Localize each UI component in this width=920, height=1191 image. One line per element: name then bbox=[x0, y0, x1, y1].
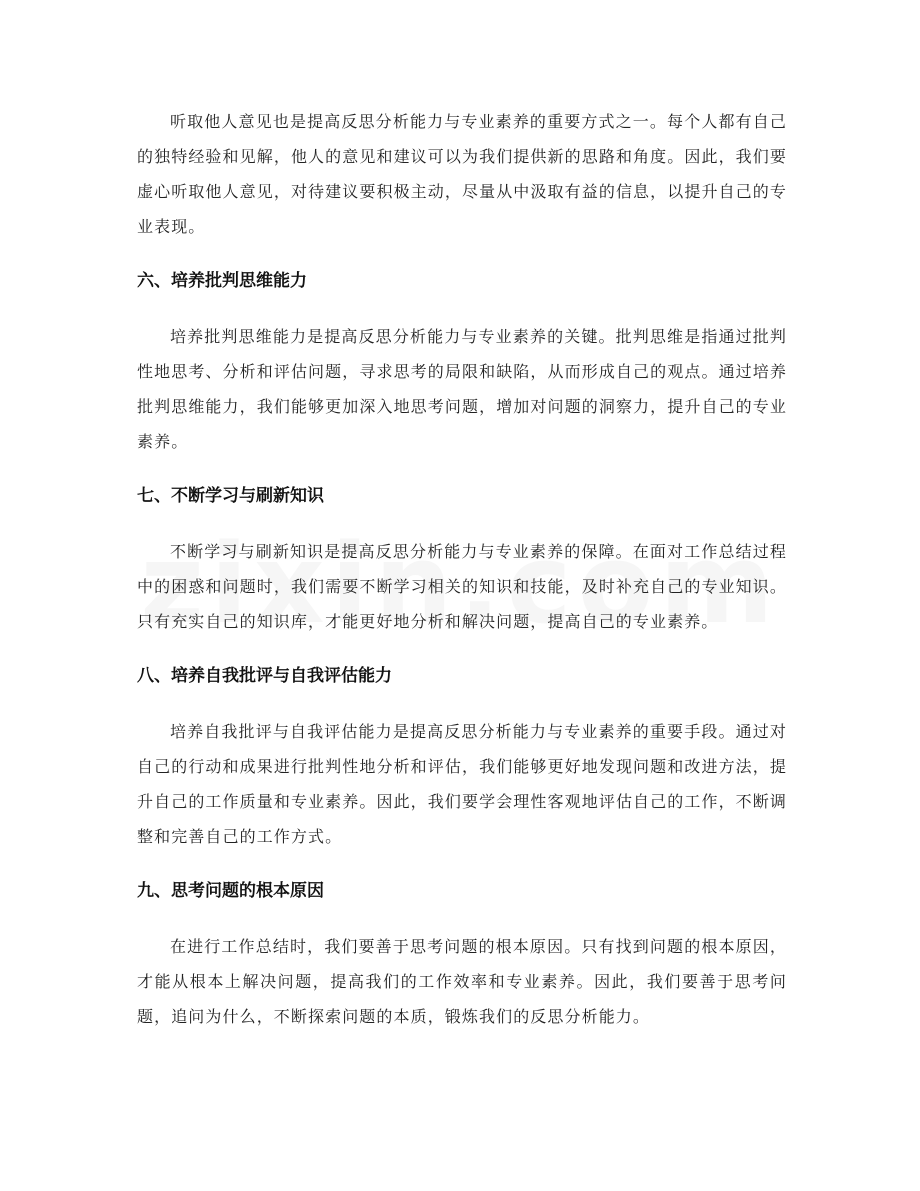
intro-paragraph: 听取他人意见也是提高反思分析能力与专业素养的重要方式之一。每个人都有自己的独特经验和见解，他人的意见和建议可以为我们提供新的思路和角度。因此，我们要虚心听取他人意见，对待建议要积极主动，尽量从中汲取有益的信息，以提升自己的专业表现。 bbox=[137, 112, 787, 236]
section-9-heading: 九、思考问题的根本原因 bbox=[137, 881, 324, 901]
section-8-heading: 八、培养自我批评与自我评估能力 bbox=[137, 666, 392, 686]
section-8-paragraph: 培养自我批评与自我评估能力是提高反思分析能力与专业素养的重要手段。通过对自己的行动和成果进行批判性地分析和评估，我们能够更好地发现问题和改进方法，提升自己的工作质量和专业素养。因此，我们要学会理性客观地评估自己的工作，不断调整和完善自己的工作方式。 bbox=[137, 722, 787, 846]
section-6-heading: 六、培养批判思维能力 bbox=[137, 271, 307, 291]
section-6-paragraph: 培养批判思维能力是提高反思分析能力与专业素养的关键。批判思维是指通过批判性地思考、分析和评估问题，寻求思考的局限和缺陷，从而形成自己的观点。通过培养批判思维能力，我们能够更加深入地思考问题，增加对问题的洞察力，提升自己的专业素养。 bbox=[137, 327, 787, 451]
section-7-paragraph: 不断学习与刷新知识是提高反思分析能力与专业素养的保障。在面对工作总结过程中的困惑和问题时，我们需要不断学习相关的知识和技能，及时补充自己的专业知识。只有充实自己的知识库，才能更好地分析和解决问题，提高自己的专业素养。 bbox=[137, 542, 787, 631]
section-9-paragraph: 在进行工作总结时，我们要善于思考问题的根本原因。只有找到问题的根本原因，才能从根本上解决问题，提高我们的工作效率和专业素养。因此，我们要善于思考问题，追问为什么，不断探索问题的本质，锻炼我们的反思分析能力。 bbox=[137, 937, 787, 1026]
document-body bbox=[137, 104, 787, 1034]
section-7-heading: 七、不断学习与刷新知识 bbox=[137, 486, 324, 506]
